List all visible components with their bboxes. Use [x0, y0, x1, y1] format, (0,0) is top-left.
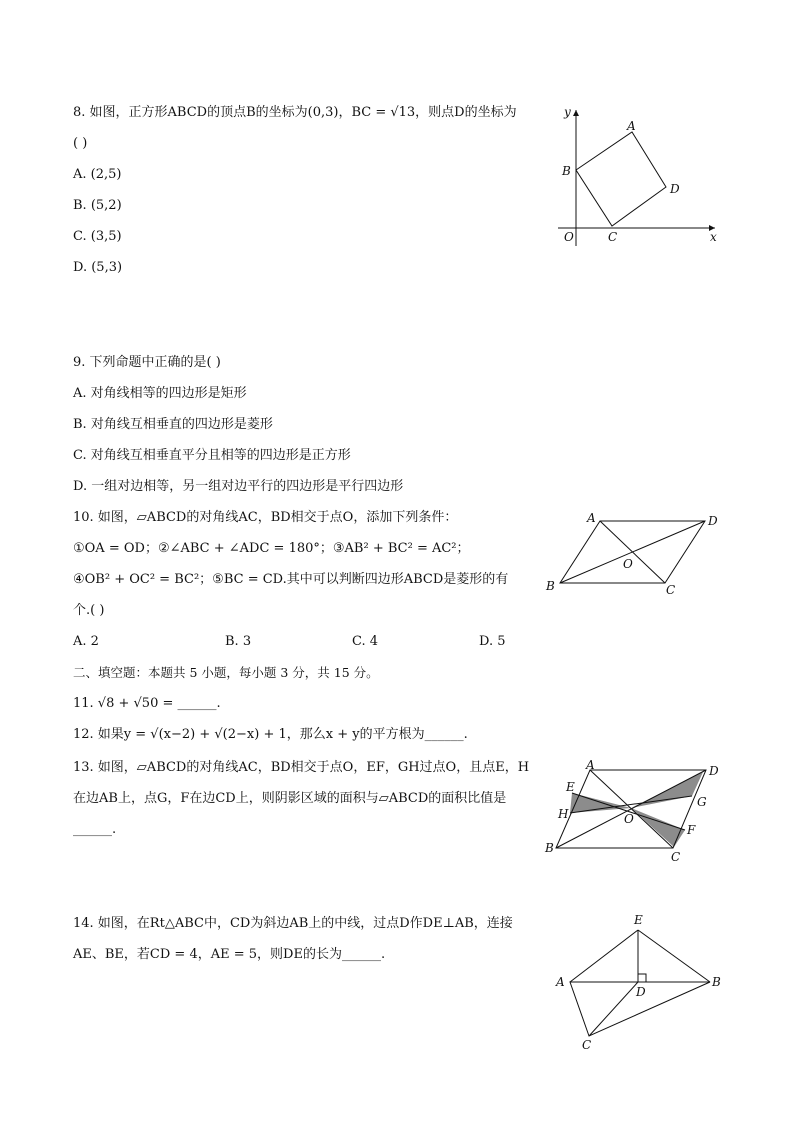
q8-option-d: D. (5,3): [73, 260, 123, 275]
q9-stem: 9. 下列命题中正确的是( ): [73, 355, 221, 370]
segment-cd: [589, 982, 638, 1036]
q14-line1: 14. 如图，在Rt△ABC中，CD为斜边AB上的中线，过点D作DE⊥AB，连接: [73, 916, 513, 931]
label-d: D: [636, 985, 646, 999]
q10-line2: ①OA = OD；②∠ABC + ∠ADC = 180°；③AB² + BC² = AC²；: [73, 541, 470, 556]
label-a: A: [587, 511, 596, 525]
label-h: H: [558, 807, 569, 821]
label-g: G: [697, 795, 707, 809]
q9-option-d: D. 一组对边相等，另一组对边平行的四边形是平行四边形: [73, 479, 404, 494]
q10-line4: 个.( ): [73, 603, 105, 618]
q9-option-b: B. 对角线互相垂直的四边形是菱形: [73, 417, 273, 432]
q10-option-d: D. 5: [479, 634, 506, 649]
q13-figure: [540, 760, 730, 868]
q13-line3: ______.: [73, 822, 117, 837]
label-f: F: [687, 823, 696, 837]
q8-stem: 8. 如图，正方形ABCD的顶点B的坐标为(0,3)，BC = √13，则点D的坐标为: [73, 105, 517, 120]
label-e: E: [566, 780, 575, 794]
right-angle-mark: [638, 974, 646, 982]
q9-option-a: A. 对角线相等的四边形是矩形: [73, 386, 247, 401]
label-b: B: [562, 164, 571, 178]
q10-option-c: C. 4: [352, 634, 379, 649]
q10-option-a: A. 2: [73, 634, 99, 649]
q10-option-b: B. 3: [225, 634, 252, 649]
label-y: y: [564, 105, 571, 119]
label-b: B: [546, 579, 555, 593]
label-a: A: [556, 975, 565, 989]
q9-option-c: C. 对角线互相垂直平分且相等的四边形是正方形: [73, 448, 351, 463]
label-d: D: [670, 182, 680, 196]
square-abcd: [576, 132, 666, 226]
q13-line2: 在边AB上，点G，F在边CD上，则阴影区域的面积与▱ABCD的面积比值是: [73, 791, 507, 806]
q8-option-a: A. (2,5): [73, 167, 122, 182]
label-o: O: [564, 230, 574, 244]
q11-text: 11. √8 + √50 = ______.: [73, 696, 221, 711]
label-d: D: [708, 514, 718, 528]
label-a: A: [586, 760, 595, 772]
label-o: O: [624, 812, 634, 826]
q8-paren: ( ): [73, 136, 88, 151]
label-x: x: [710, 230, 717, 244]
label-d: D: [709, 764, 719, 778]
label-c: C: [608, 230, 618, 244]
q14-figure: [552, 910, 727, 1055]
section2-heading: 二、填空题：本题共 5 小题，每小题 3 分，共 15 分。: [73, 665, 379, 680]
q8-figure: [550, 100, 730, 250]
diagonal-bd: [560, 521, 705, 583]
q10-figure: [540, 508, 730, 600]
label-b: B: [712, 975, 721, 989]
segment-be: [638, 930, 710, 982]
q10-line3: ④OB² + OC² = BC²；⑤BC = CD.其中可以判断四边形ABCD是菱形的有: [73, 572, 509, 587]
label-b: B: [545, 841, 554, 855]
q8-option-b: B. (5,2): [73, 198, 122, 213]
q12-text: 12. 如果y = √(x−2) + √(2−x) + 1，那么x + y的平方根为______.: [73, 727, 468, 742]
q8-option-c: C. (3,5): [73, 229, 122, 244]
label-o: O: [623, 557, 633, 571]
label-c: C: [582, 1038, 592, 1052]
q10-line1: 10. 如图，▱ABCD的对角线AC，BD相交于点O，添加下列条件：: [73, 510, 458, 525]
label-e: E: [634, 913, 643, 927]
q13-line1: 13. 如图，▱ABCD的对角线AC，BD相交于点O，EF，GH过点O，且点E，H: [73, 760, 530, 775]
segment-ae: [570, 930, 638, 982]
label-c: C: [666, 583, 676, 597]
q14-line2: AE、BE，若CD = 4，AE = 5，则DE的长为______.: [73, 947, 386, 962]
label-c: C: [671, 850, 681, 864]
y-axis-arrow: [573, 110, 579, 116]
label-a: A: [627, 119, 636, 133]
